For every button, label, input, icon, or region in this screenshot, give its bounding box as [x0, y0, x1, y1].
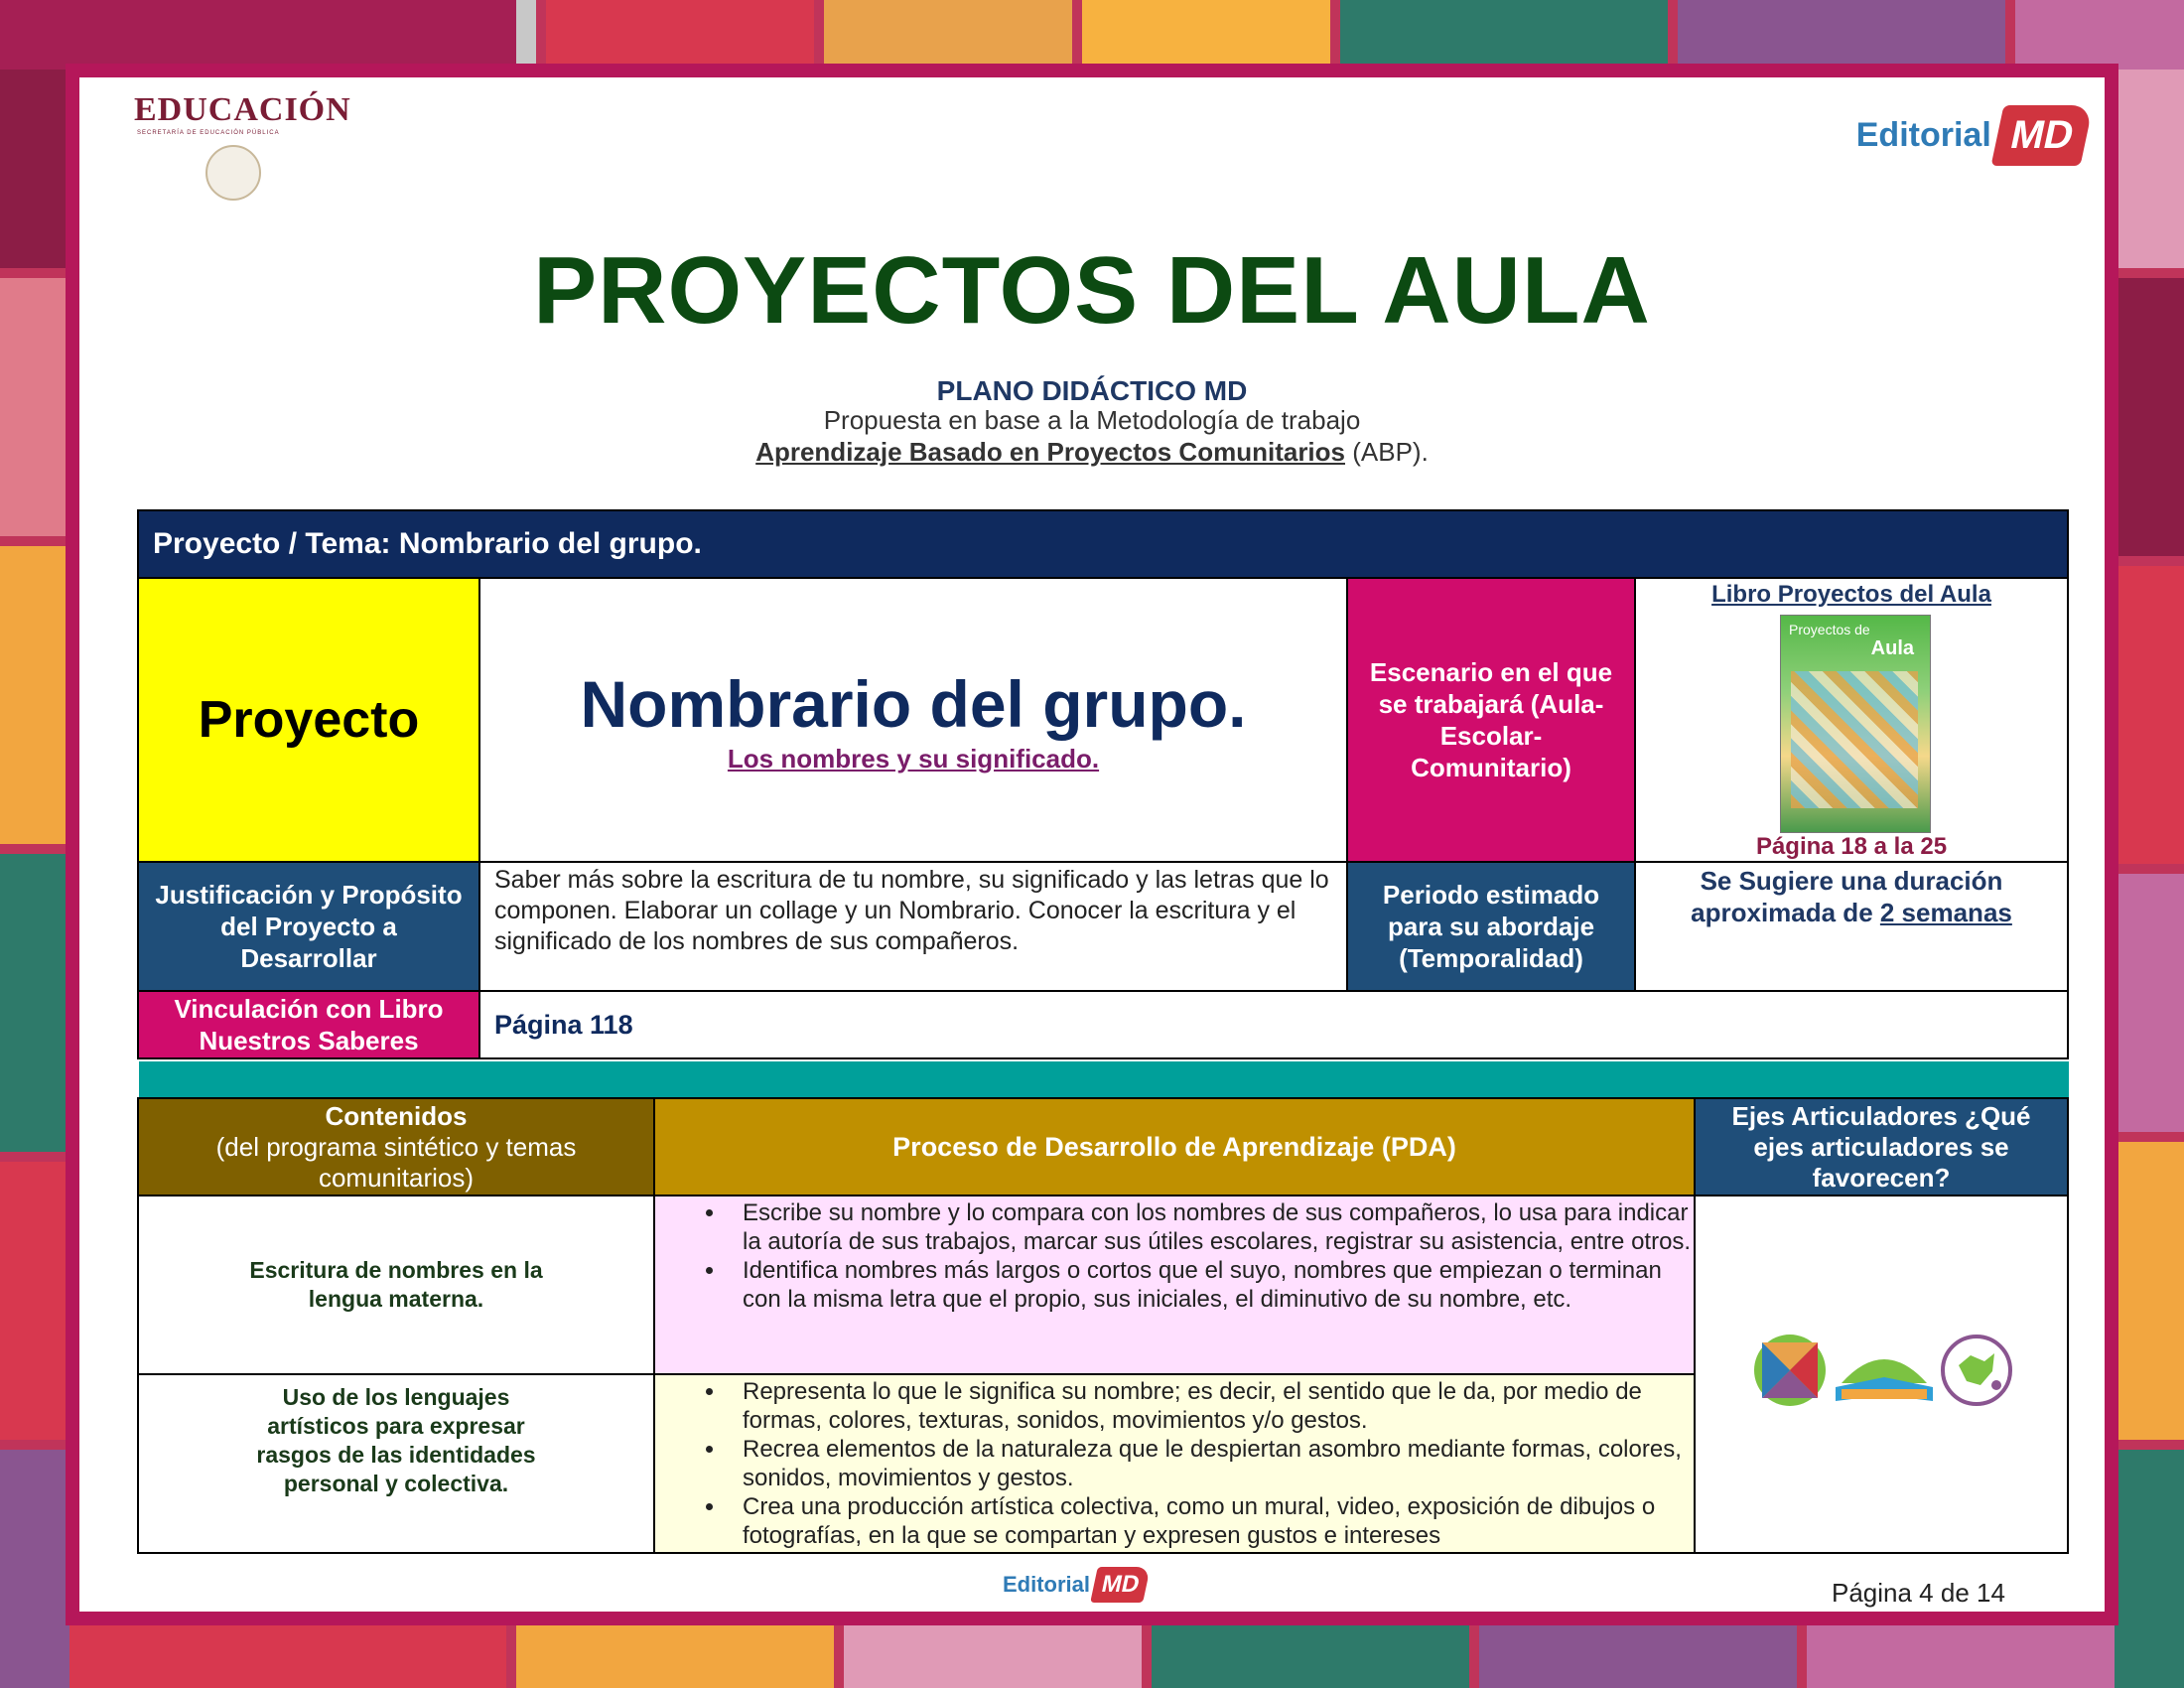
content-row-1 — [137, 1195, 655, 1375]
pda-list — [655, 1377, 1694, 1550]
book-link[interactable]: Libro Proyectos del Aula — [1711, 581, 1991, 608]
vida-saludable-icon — [1836, 1359, 1933, 1401]
bg-tile — [1152, 1618, 1469, 1688]
pda-item: • Recrea elementos de la naturaleza que le despiertan asombro mediante formas, colores, sonidos, movimientos y gestos. — [727, 1435, 1694, 1492]
justificacion-text: Saber más sobre la escritura de tu nombre, su significado y las letras que lo componen. Elaborar un collage y un Nombrario. Conocer la escritura y el significado de los nombres de sus compañeros. — [494, 866, 1329, 955]
bg-tile — [1807, 1618, 2115, 1688]
document-page — [79, 77, 2105, 1612]
periodo-text: Se Sugiere una duración aproximada de — [1691, 866, 2003, 927]
pda-row-1 — [653, 1195, 1696, 1375]
periodo-label-cell — [1346, 861, 1636, 992]
ejes-header — [1694, 1097, 2069, 1196]
bg-tile — [2115, 566, 2184, 864]
bg-tile — [2115, 70, 2184, 268]
pda-item: • Representa lo que le significa su nombre; es decir, el sentido que le da, por medio de formas, colores, texturas, sonidos, movimientos y/o gestos. — [727, 1377, 1694, 1435]
book-cover-title: Proyectos de — [1789, 622, 1870, 637]
content-text: Escritura de nombres en la lengua materna. — [249, 1257, 543, 1312]
methodology-suffix: (ABP). — [1345, 437, 1429, 467]
project-header: Proyecto / Tema: Nombrario del grupo. — [137, 509, 2069, 579]
page-number: Página 4 de 14 — [1832, 1578, 2005, 1608]
pda-header — [653, 1097, 1696, 1196]
footer-logo-badge: MD — [1090, 1567, 1151, 1603]
periodo-text-cell — [1634, 861, 2069, 992]
pda-item: • Crea una producción artística colectiva, como un mural, video, exposición de dibujos o fotografías, en la que se compartan y expresen gustos e intereses — [727, 1492, 1694, 1550]
bg-tile — [0, 278, 69, 536]
bg-tile — [1479, 1618, 1797, 1688]
vinculacion-value-cell — [478, 990, 2069, 1059]
ejes-cell — [1694, 1195, 2069, 1554]
bg-tile — [2115, 278, 2184, 556]
project-name-cell — [478, 577, 1348, 863]
bg-tile — [0, 854, 69, 1152]
book-cover-title-2: Aula — [1870, 637, 1914, 659]
project-name: Nombrario del grupo. — [580, 666, 1247, 741]
bg-tile — [0, 70, 69, 268]
proyecto-label: Proyecto — [198, 691, 420, 749]
artes-icon — [1943, 1336, 2010, 1404]
teal-separator-band — [139, 1061, 2069, 1097]
periodo-duration-link[interactable]: 2 semanas — [1879, 898, 2012, 927]
bg-tile — [0, 546, 69, 844]
vinculacion-label: Vinculación con Libro Nuestros Saberes — [174, 994, 444, 1055]
md-logo-badge: MD — [1990, 105, 2093, 166]
pda-item: • Escribe su nombre y lo compara con los nombres de sus compañeros, lo usa para indicar la autoría de sus trabajos, marcar sus útiles escolares, registrar su asistencia, entre otros. — [727, 1198, 1694, 1256]
vinculacion-value: Página 118 — [494, 1009, 633, 1040]
justificacion-label: Justificación y Propósito del Proyecto a Desarrollar — [155, 880, 463, 973]
pda-title: Proceso de Desarrollo de Aprendizaje (PDA) — [892, 1131, 1456, 1162]
editorial-logo-text: Editorial — [1855, 116, 1991, 154]
book-cell — [1634, 577, 2069, 863]
subtitle-plano: PLANO DIDÁCTICO MD — [936, 375, 1248, 406]
bg-tile — [516, 1618, 834, 1688]
bg-tile — [69, 1618, 506, 1688]
page-title: PROYECTOS DEL AULA — [533, 237, 1651, 344]
justificacion-label-cell — [137, 861, 480, 992]
bg-tile — [1082, 0, 1330, 70]
proyecto-label-cell — [137, 577, 480, 863]
footer-editorial-logo — [1003, 1567, 1147, 1603]
national-seal-icon — [205, 145, 261, 201]
contenidos-header — [137, 1097, 655, 1196]
sep-logo-subtitle: SECRETARÍA DE EDUCACIÓN PÚBLICA — [137, 130, 280, 136]
interculturalidad-icon — [1754, 1335, 1826, 1406]
bg-tile — [1340, 0, 1668, 70]
sep-logo-title: EDUCACIÓN — [134, 91, 351, 128]
bg-tile — [2115, 1142, 2184, 1440]
content-row-2 — [137, 1373, 655, 1554]
content-text: Uso de los lenguajes artísticos para expresar rasgos de las identidades personal y colectiva. — [256, 1384, 536, 1496]
book-cover-image — [1780, 615, 1931, 833]
ejes-articuladores-icons — [1750, 1326, 2018, 1415]
bg-tile — [824, 0, 1072, 70]
footer-logo-text: Editorial — [1003, 1572, 1091, 1597]
justificacion-text-cell — [478, 861, 1348, 992]
book-pages: Página 18 a la 25 — [1755, 833, 1948, 860]
contenidos-subtitle: (del programa sintético y temas comunitarios) — [215, 1131, 577, 1193]
bg-tile — [0, 1450, 69, 1688]
escenario-cell — [1346, 577, 1636, 863]
project-subtitle-link[interactable]: Los nombres y su significado. — [727, 743, 1100, 774]
subtitle-methodology — [79, 437, 2105, 468]
bg-tile — [2115, 1450, 2184, 1688]
bg-tile — [0, 0, 516, 70]
book-cover-illustration — [1791, 671, 1918, 808]
methodology-link[interactable]: Aprendizaje Basado en Proyectos Comunitarios — [755, 437, 1345, 467]
pda-list — [655, 1198, 1694, 1314]
bg-tile — [2115, 874, 2184, 1132]
vinculacion-label-cell — [137, 990, 480, 1059]
ejes-title: Ejes Articuladores ¿Qué ejes articuladores se favorecen? — [1731, 1100, 2031, 1193]
periodo-label: Periodo estimado para su abordaje (Temporalidad) — [1382, 880, 1600, 973]
pda-row-2 — [653, 1373, 1696, 1554]
bg-tile — [0, 1162, 69, 1440]
bg-tile — [516, 0, 536, 70]
pda-item: • Identifica nombres más largos o cortos que el suyo, nombres que empiezan o terminan con la misma letra que el propio, sus iniciales, el diminutivo de su nombre, etc. — [727, 1256, 1694, 1314]
subtitle-propuesta: Propuesta en base a la Metodología de trabajo — [823, 405, 1361, 435]
contenidos-title: Contenidos — [325, 1100, 468, 1131]
escenario-label: Escenario en el que se trabajará (Aula-Escolar-Comunitario) — [1369, 657, 1613, 782]
bg-tile — [2015, 0, 2184, 70]
bg-tile — [844, 1618, 1142, 1688]
bg-tile — [546, 0, 814, 70]
editorial-md-logo — [1856, 105, 2087, 166]
bg-tile — [1678, 0, 2005, 70]
